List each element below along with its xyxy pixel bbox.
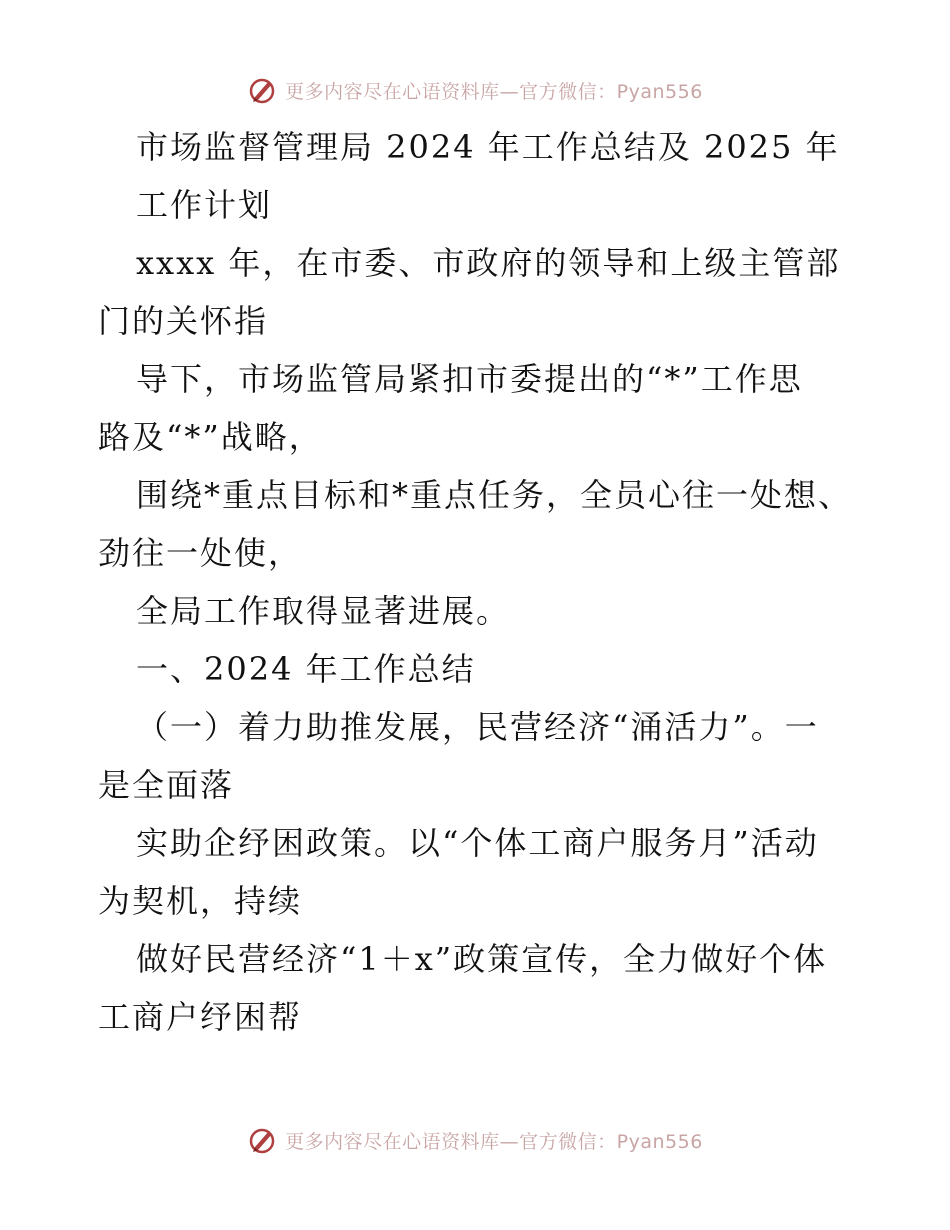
paragraph-line: 工商户纾困帮 xyxy=(98,998,303,1036)
paragraph-line: 为契机，持续 xyxy=(98,882,303,920)
pen-on-circle-icon xyxy=(247,1125,277,1155)
paragraph-line: （一）着力助推发展，民营经济“涌活力”。一 xyxy=(136,708,819,746)
watermark-text: 更多内容尽在心语资料库—官方微信：Pyan556 xyxy=(285,80,703,103)
pen-on-circle-icon xyxy=(247,75,277,105)
paragraph-line: 导下，市场监管局紧扣市委提出的“*”工作思 xyxy=(136,360,803,398)
watermark-text: 更多内容尽在心语资料库—官方微信：Pyan556 xyxy=(285,1130,703,1153)
section-heading: 一、2024 年工作总结 xyxy=(136,650,476,688)
paragraph-line: 全局工作取得显著进展。 xyxy=(136,592,511,630)
paragraph-line: 劲往一处使， xyxy=(98,534,303,572)
header-watermark xyxy=(0,70,950,110)
paragraph-line: xxxx 年，在市委、市政府的领导和上级主管部 xyxy=(136,244,841,282)
paragraph-line: 路及“*”战略， xyxy=(98,418,323,456)
title-line-1: 市场监督管理局 2024 年工作总结及 2025 年 xyxy=(136,128,840,166)
paragraph-line: 实助企纾困政策。以“个体工商户服务月”活动 xyxy=(136,824,819,862)
paragraph-line: 做好民营经济“1＋x”政策宣传，全力做好个体 xyxy=(136,940,828,978)
document-body xyxy=(98,118,858,1046)
paragraph-line: 门的关怀指 xyxy=(98,302,269,340)
title-line-2: 工作计划 xyxy=(136,186,273,224)
paragraph-line: 是全面落 xyxy=(98,766,235,804)
paragraph-line: 围绕*重点目标和*重点任务，全员心往一处想、 xyxy=(136,476,853,514)
footer-watermark xyxy=(0,1120,950,1160)
